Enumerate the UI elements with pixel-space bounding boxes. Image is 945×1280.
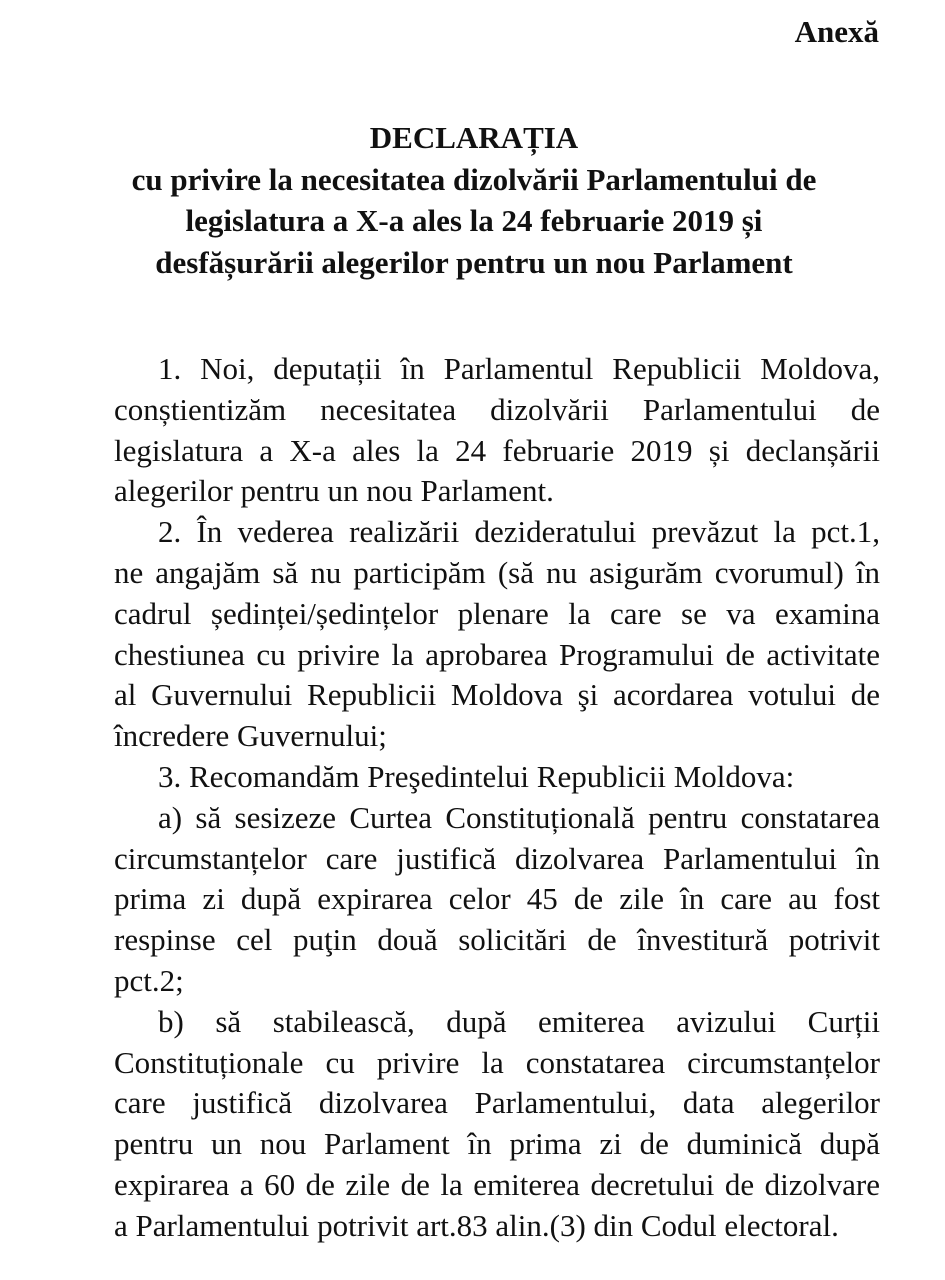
text-line: circumstanțelor care justifică dizolvarea Parlamentului în [114,840,880,876]
text-line: ne angajăm să nu participăm (să nu asigurăm cvorumul) în [114,554,880,590]
declaration-body [70,349,880,1247]
paragraph-3a [70,798,880,1002]
text-line: a Parlamentului potrivit art.83 alin.(3) din Codul electoral. [114,1207,839,1243]
declaration-subtitle-line: desfășurării alegerilor pentru un nou Parlament [155,244,793,280]
text-line: prima zi după expirarea celor 45 de zile în care au fost [114,881,880,917]
text-line: 3. Recomandăm Preşedintelui Republicii Moldova: [158,758,795,794]
paragraph-1 [70,349,880,512]
text-line: b) să stabilească, după emiterea avizului Curții [158,1003,880,1039]
declaration-heading: DECLARAȚIA [369,120,579,155]
text-line: pct.2; [114,962,184,998]
text-line: al Guvernului Republicii Moldova şi acordarea votului de [114,677,880,713]
paragraph-3 [70,757,880,798]
declaration-title [70,117,878,283]
text-line: chestiunea cu privire la aprobarea Programului de activitate [114,636,880,672]
text-line: cadrul ședinței/ședințelor plenare la care se va examina [114,595,880,631]
text-line: care justifică dizolvarea Parlamentului, data alegerilor [114,1085,880,1121]
text-line: conștientizăm necesitatea dizolvării Parlamentului de [114,391,880,427]
paragraph-2 [70,512,880,757]
text-line: respinse cel puţin două solicitări de învestitură potrivit [114,922,880,958]
declaration-subtitle-line: cu privire la necesitatea dizolvării Parlamentului de [131,161,817,197]
text-line: Constituționale cu privire la constatarea circumstanțelor [114,1044,880,1080]
declaration-subtitle-line: legislatura a X-a ales la 24 februarie 2019 și [185,203,763,238]
paragraph-3b [70,1002,880,1247]
text-line: 2. În vederea realizării dezideratului prevăzut la pct.1, [158,514,880,550]
text-line: legislatura a X-a ales la 24 februarie 2019 și declanșării [114,432,880,468]
annex-label: Anexă [794,14,879,49]
text-line: expirarea a 60 de zile de la emiterea decretului de dizolvare [114,1166,880,1202]
text-line: încredere Guvernului; [114,718,387,754]
text-line: 1. Noi, deputații în Parlamentul Republicii Moldova, [158,351,880,386]
text-line: pentru un nou Parlament în prima zi de duminică după [114,1126,880,1162]
text-line: a) să sesizeze Curtea Constituțională pentru constatarea [158,799,880,835]
text-line: alegerilor pentru un nou Parlament. [114,473,554,509]
